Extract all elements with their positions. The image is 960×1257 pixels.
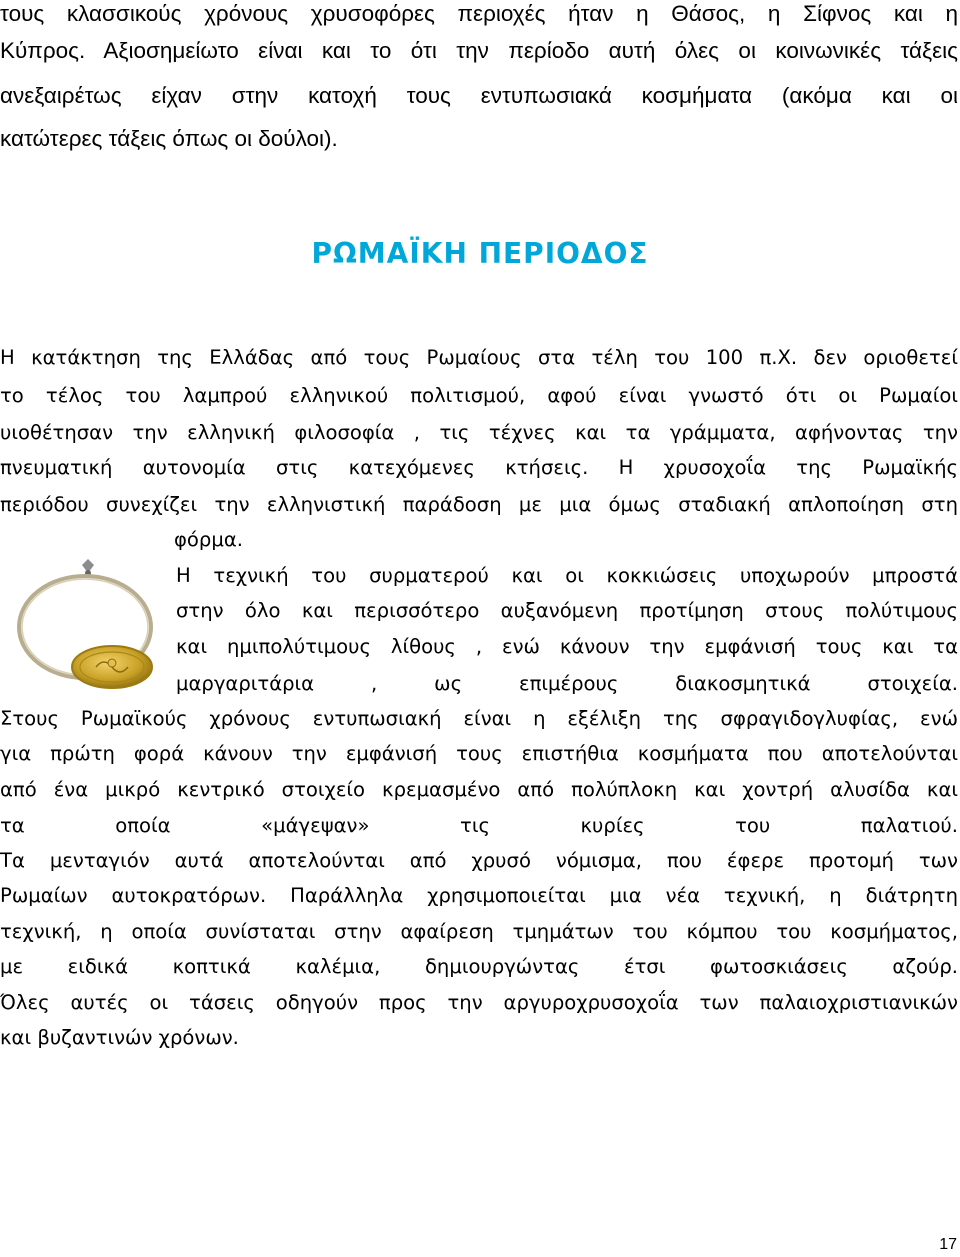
body-line: στην όλο και περισσότερο αυξανόμενη προτίμηση στους πολύτιμους [176, 599, 958, 622]
gold-bracelet-icon [0, 553, 170, 693]
body-line: τεχνική, η οποία συνίσταται στην αφαίρεση τμημάτων του κόμπου του κοσμήματος, [0, 920, 958, 943]
page-number: 17 [939, 1236, 957, 1253]
intro-line-3: ανεξαιρέτως είχαν στην κατοχή τους εντυπωσιακά κοσμήματα (ακόμα και οι [0, 83, 958, 108]
body-line: Ρωμαίων αυτοκρατόρων. Παράλληλα χρησιμοποιείται μια νέα τεχνική, η διάτρητη [0, 884, 958, 907]
body-line: με ειδικά κοπτικά καλέμια, δημιουργώντας έτσι φωτοσκιάσεις αζούρ. [0, 955, 958, 978]
body-line: Η κατάκτηση της Ελλάδας από τους Ρωμαίους στα τέλη του 100 π.Χ. δεν οριοθετεί [0, 346, 958, 369]
body-line: το τέλος του λαμπρού ελληνικού πολιτισμού, αφού είναι γνωστό ότι οι Ρωμαίοι [0, 384, 958, 407]
body-line: Στους Ρωμαϊκούς χρόνους εντυπωσιακή είναι η εξέλιξη της σφραγιδογλυφίας, ενώ [0, 707, 958, 730]
intro-line-1: τους κλασσικούς χρόνους χρυσοφόρες περιοχές ήταν η Θάσος, η Σίφνος και η [0, 1, 958, 26]
body-line: Η τεχνική του συρματερού και οι κοκκιώσεις υποχωρούν μπροστά [176, 564, 958, 587]
body-line: για πρώτη φορά κάνουν την εμφάνισή τους επιστήθια κοσμήματα που αποτελούνται [0, 742, 958, 765]
body-line: υιοθέτησαν την ελληνική φιλοσοφία , τις τέχνες και τα γράμματα, αφήνοντας την [0, 421, 958, 444]
bracelet-figure [0, 553, 170, 693]
body-line: τα οποία «μάγεψαν» τις κυρίες του παλατιού. [0, 814, 958, 837]
section-heading: ΡΩΜΑΪΚΗ ΠΕΡΙΟΔΟΣ [311, 237, 649, 270]
body-line: περιόδου συνεχίζει την ελληνιστική παράδοση με μια όμως σταδιακή απλοποίηση στη [0, 493, 958, 516]
body-line: Τα μενταγιόν αυτά αποτελούνται από χρυσό νόμισμα, που έφερε προτομή των [0, 849, 958, 872]
body-line: μαργαριτάρια , ως επιμέρους διακοσμητικά στοιχεία. [176, 672, 958, 695]
body-line: και ημιπολύτιμους λίθους , ενώ κάνουν την εμφάνισή τους και τα [176, 635, 958, 658]
body-line: και βυζαντινών χρόνων. [0, 1026, 239, 1049]
body-line: φόρμα. [174, 528, 243, 551]
intro-line-2: Κύπρος. Αξιοσημείωτο είναι και το ότι την περίοδο αυτή όλες οι κοινωνικές τάξεις [0, 38, 958, 63]
body-line: πνευματική αυτονομία στις κατεχόμενες κτήσεις. Η χρυσοχοΐα της Ρωμαϊκής [0, 456, 958, 479]
body-line: από ένα μικρό κεντρικό στοιχείο κρεμασμένο από πολύπλοκη και χοντρή αλυσίδα και [0, 778, 958, 801]
body-line: Όλες αυτές οι τάσεις οδηγούν προς την αργυροχρυσοχοΐα των παλαιοχριστιανικών [0, 991, 958, 1014]
intro-line-4: κατώτερες τάξεις όπως οι δούλοι). [0, 126, 338, 151]
